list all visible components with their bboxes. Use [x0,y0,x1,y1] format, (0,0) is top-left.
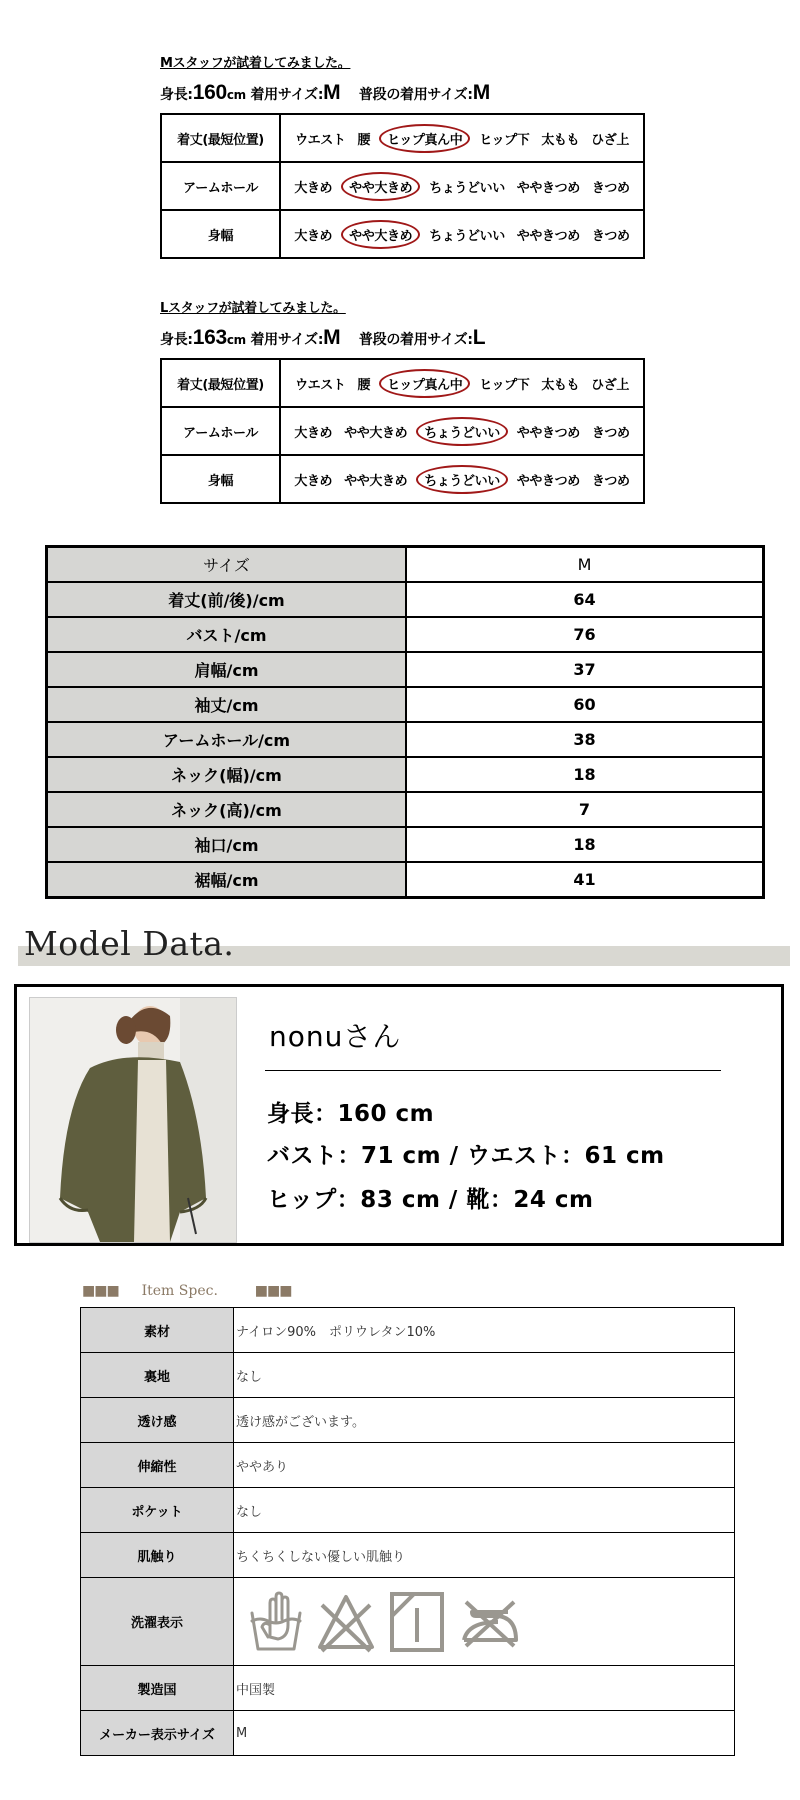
fitting-option: 大きめ [294,228,333,244]
item-spec-table [80,1307,735,1756]
model-hip-shoe: ヒップ：83 cm / 靴：24 cm [267,1187,594,1213]
height-value: 160 [192,81,227,104]
height-value: 163 [192,326,227,349]
size-label: ネック(高)/cm [47,792,407,827]
fitting-option: やや大きめ [344,473,408,489]
size-label: 裾幅/cm [47,862,407,898]
size-label: アームホール/cm [47,722,407,757]
hand-wash-icon [248,1591,304,1653]
spec-label: 裏地 [81,1353,234,1398]
size-value: 41 [406,862,764,898]
size-value: 38 [406,722,764,757]
table-row [161,455,644,503]
fitting-options [280,114,644,162]
size-value: 18 [406,827,764,862]
model-name: nonuさん [269,1020,402,1053]
spec-value: M [234,1711,735,1756]
usual-label: 普段の着用サイズ: [358,332,473,348]
fitting-option: 太もも [541,377,580,393]
wear-label: 着用サイズ: [250,332,324,348]
size-label: 袖口/cm [47,827,407,862]
model-divider [265,1070,721,1071]
spec-value: 中国製 [234,1666,735,1711]
fitting-table [160,113,645,259]
fitting-option: 大きめ [294,180,333,196]
size-table-header [47,547,764,583]
fitting-heading: Lスタッフが試着してみました。 [160,301,346,316]
fitting-option-selected: やや大きめ [341,220,420,249]
height-unit: cm [226,333,246,347]
fitting-option: きつめ [591,180,630,196]
wear-label: 着用サイズ: [250,87,324,103]
fitting-option: ウエスト [295,132,346,148]
fitting-option: ややきつめ [516,473,580,489]
line-dry-shade-icon [388,1590,446,1654]
size-value: 7 [406,792,764,827]
table-row [161,210,644,258]
fitting-row-label: 着丈(最短位置) [161,359,280,407]
wear-value: M [323,81,341,104]
fitting-option: 大きめ [294,425,333,441]
table-row [47,617,764,652]
model-section-title: Model Data. [24,924,235,963]
size-label: バスト/cm [47,617,407,652]
table-row [161,162,644,210]
table-row [81,1353,735,1398]
table-row [81,1398,735,1443]
item-spec-heading [82,1283,291,1299]
spec-label: 伸縮性 [81,1443,234,1488]
fitting-option: ちょうどいい [429,228,505,244]
size-value: 76 [406,617,764,652]
spec-value: ナイロン90% ポリウレタン10% [234,1308,735,1353]
fitting-options [280,210,644,258]
fitting-option: ヒップ下 [479,377,530,393]
fitting-option: ちょうどいい [429,180,505,196]
model-photo-illustration [30,998,236,1242]
spec-label: 肌触り [81,1533,234,1578]
fitting-option-selected: ヒップ真ん中 [379,124,470,153]
size-value: 18 [406,757,764,792]
fitting-stats [160,81,645,105]
size-label: ネック(幅)/cm [47,757,407,792]
fitting-table [160,358,645,504]
table-row [47,687,764,722]
fitting-option: ヒップ下 [479,132,530,148]
fitting-option: きつめ [591,228,630,244]
spec-label: 洗濯表示 [81,1578,234,1666]
fitting-option-selected: ちょうどいい [416,417,508,446]
spec-label: 素材 [81,1308,234,1353]
fitting-option: ひざ上 [591,132,629,148]
table-row [81,1666,735,1711]
fitting-block-m [160,52,645,259]
size-header-value: M [406,547,764,583]
table-row [81,1308,735,1353]
fitting-option: ややきつめ [516,180,580,196]
table-row [47,827,764,862]
spec-value: なし [234,1353,735,1398]
table-row [81,1488,735,1533]
wear-value: M [323,326,341,349]
spec-value: 透け感がございます。 [234,1398,735,1443]
size-label: 袖丈/cm [47,687,407,722]
fitting-block-l [160,297,645,504]
spec-deco-right: ■■■ [254,1283,292,1299]
fitting-row-label: 身幅 [161,455,280,503]
spec-deco-left: ■■■ [82,1283,119,1299]
fitting-option: きつめ [591,425,630,441]
fitting-option: 大きめ [294,473,333,489]
size-value: 64 [406,582,764,617]
no-bleach-icon [316,1591,376,1653]
spec-title: Item Spec. [141,1283,218,1299]
usual-value: L [472,326,486,349]
spec-label: メーカー表示サイズ [81,1711,234,1756]
model-height: 身長：160 cm [267,1101,435,1127]
table-row [47,582,764,617]
fitting-option: ややきつめ [516,228,580,244]
size-label: 肩幅/cm [47,652,407,687]
fitting-heading: Mスタッフが試着してみました。 [160,56,351,71]
size-header-label: サイズ [47,547,407,583]
height-unit: cm [226,88,246,102]
size-value: 37 [406,652,764,687]
height-label: 身長: [160,332,193,348]
spec-label: 製造国 [81,1666,234,1711]
table-row [47,722,764,757]
fitting-row-label: 身幅 [161,210,280,258]
usual-label: 普段の着用サイズ: [358,87,473,103]
spec-label: 透け感 [81,1398,234,1443]
wash-icons-cell [234,1578,735,1666]
size-table [45,545,765,899]
fitting-row-label: 着丈(最短位置) [161,114,280,162]
model-card [14,984,784,1246]
fitting-option: 太もも [541,132,580,148]
fitting-row-label: アームホール [161,162,280,210]
fitting-option-selected: ちょうどいい [416,465,508,494]
size-label: 着丈(前/後)/cm [47,582,407,617]
table-row [47,652,764,687]
table-row [81,1443,735,1488]
table-row [161,407,644,455]
fitting-option: ややきつめ [516,425,580,441]
height-label: 身長: [160,87,193,103]
table-row [161,359,644,407]
size-value: 60 [406,687,764,722]
fitting-options [280,359,644,407]
table-row [81,1711,735,1756]
table-row [47,757,764,792]
spec-value: ややあり [234,1443,735,1488]
fitting-option: 腰 [357,132,371,148]
fitting-options [280,162,644,210]
fitting-stats [160,326,645,350]
table-row [47,792,764,827]
no-iron-icon [458,1594,522,1650]
spec-label: ポケット [81,1488,234,1533]
fitting-option-selected: ヒップ真ん中 [379,369,470,398]
table-row [47,862,764,898]
fitting-option-selected: やや大きめ [341,172,420,201]
fitting-option: ひざ上 [591,377,629,393]
fitting-option: やや大きめ [344,425,408,441]
fitting-options [280,455,644,503]
table-row [161,114,644,162]
spec-value: ちくちくしない優しい肌触り [234,1533,735,1578]
spec-value: なし [234,1488,735,1533]
fitting-option: きつめ [591,473,630,489]
model-photo [29,997,237,1243]
model-bust-waist: バスト：71 cm / ウエスト：61 cm [267,1143,665,1169]
table-row [81,1578,735,1666]
table-row [81,1533,735,1578]
fitting-row-label: アームホール [161,407,280,455]
usual-value: M [472,81,490,104]
fitting-options [280,407,644,455]
fitting-option: 腰 [357,377,371,393]
fitting-option: ウエスト [295,377,346,393]
